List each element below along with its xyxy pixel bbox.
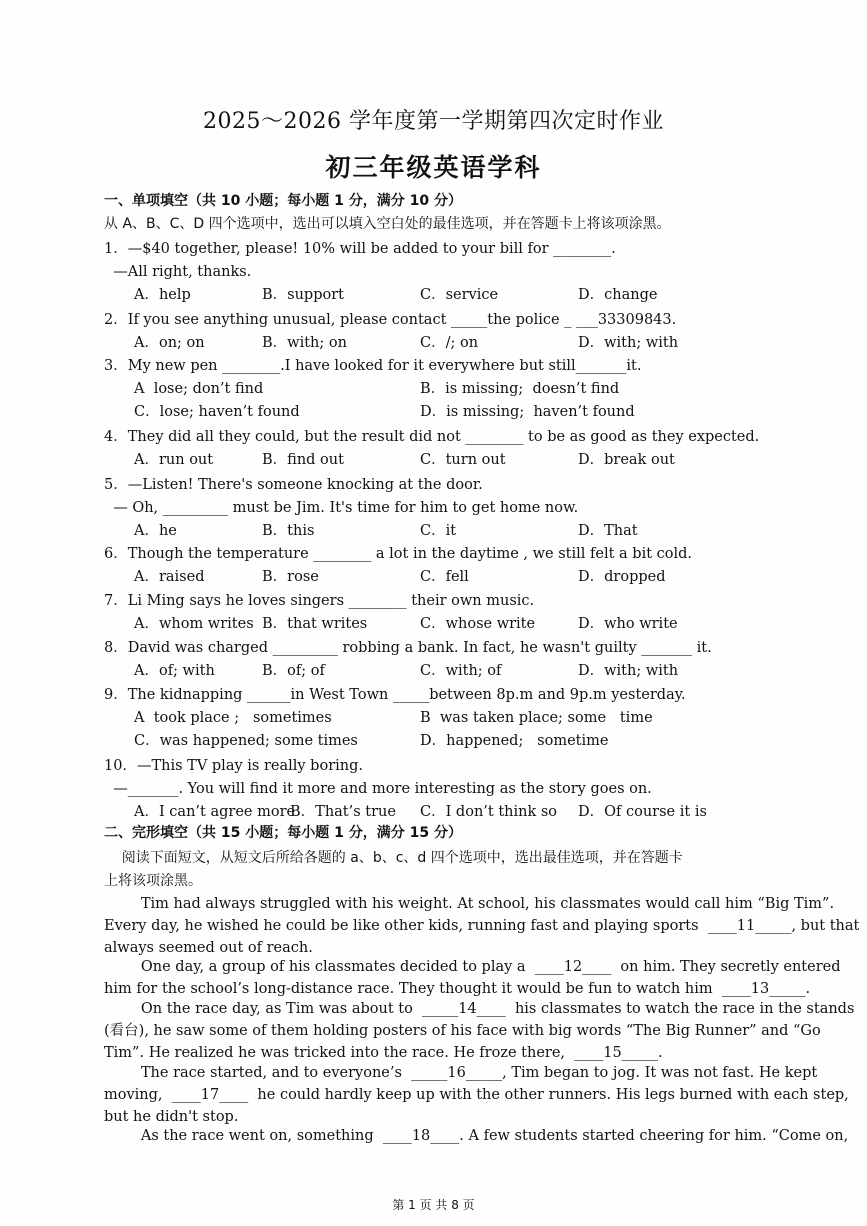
question-5-option-a: A．he [134, 523, 177, 539]
question-9-option-b: B was taken place; some time [420, 710, 653, 726]
passage-paragraph [104, 893, 860, 959]
question-4-option-c: C．turn out [420, 452, 506, 468]
question-2-option-a: A．on; on [134, 335, 205, 351]
page-title: 2025～2026 学年度第一学期第四次定时作业 [203, 109, 664, 134]
question-6-option-a: A．raised [134, 569, 205, 585]
page-footer: 第 1 页 共 8 页 [392, 1198, 475, 1212]
question-5-option-c: C．it [420, 523, 457, 539]
section1-heading: 一、单项填空（共 10 小题；每小题 1 分，满分 10 分） [104, 193, 462, 209]
question-7-option-d: D．who write [578, 616, 678, 632]
question-1-stem: 1．—$40 together, please! 10% will be added to your bill for ________. [104, 241, 616, 257]
question-10-option-a: A．I can’t agree more [134, 804, 296, 820]
passage-line: Every day, he wished he could be like other kids, running fast and playing sports ____11_____, but that [104, 918, 860, 934]
question-4-option-d: D．break out [578, 452, 675, 468]
question-8-option-a: A．of; with [134, 663, 215, 679]
question-8-option-d: D．with; with [578, 663, 679, 679]
question-3-option-c: C．lose; haven’t found [134, 404, 300, 420]
question-8-option-c: C．with; of [420, 663, 502, 679]
question-5-reply: — Oh, _________ must be Jim. It's time for him to get home now. [104, 500, 579, 516]
question-4-option-a: A．run out [134, 452, 214, 468]
passage-line: Tim”. He realized he was tricked into the race. He froze there, ____15_____. [104, 1045, 663, 1061]
question-5-option-b: B．this [262, 523, 315, 539]
passage-paragraph [104, 1125, 849, 1147]
question-2-stem: 2．If you see anything unusual, please contact _____the police _ ___33309843. [104, 312, 677, 328]
question-10-option-d: D．Of course it is [578, 804, 707, 820]
passage-line: The race started, and to everyone’s _____16_____, Tim began to jog. It was not fast. He kept [104, 1065, 818, 1081]
passage-line: One day, a group of his classmates decided to play a ____12____ on him. They secretly entered [104, 959, 841, 975]
section2-heading: 二、完形填空（共 15 小题；每小题 1 分，满分 15 分） [104, 825, 462, 841]
question-1-option-d: D．change [578, 287, 658, 303]
question-9-option-a: A took place ; sometimes [134, 710, 332, 726]
question-2-option-d: D．with; with [578, 335, 679, 351]
question-9-option-c: C．was happened; some times [134, 733, 358, 749]
question-7-option-b: B．that writes [262, 616, 368, 632]
question-3-option-a: A lose; don’t find [134, 381, 264, 397]
question-1-option-a: A．help [134, 287, 191, 303]
question-4-option-b: B．find out [262, 452, 344, 468]
question-1-option-b: B．support [262, 287, 344, 303]
question-7-option-a: A．whom writes [134, 616, 254, 632]
question-5-stem: 5．—Listen! There's someone knocking at the door. [104, 477, 483, 493]
question-10-option-c: C．I don’t think so [420, 804, 558, 820]
passage-paragraph [104, 956, 841, 1000]
question-8-stem: 8．David was charged _________ robbing a bank. In fact, he wasn't guilty _______ it. [104, 640, 712, 656]
question-3-option-b: B．is missing; doesn’t find [420, 381, 620, 397]
question-4-stem: 4．They did all they could, but the result did not ________ to be as good as they expected. [104, 429, 760, 445]
question-9-option-d: D．happened; sometime [420, 733, 609, 749]
question-6-option-d: D．dropped [578, 569, 666, 585]
question-3-option-d: D．is missing; haven’t found [420, 404, 635, 420]
question-7-option-c: C．whose write [420, 616, 536, 632]
question-1-reply: —All right, thanks. [104, 264, 252, 280]
section2-instruction-line-1: 阅读下面短文，从短文后所给各题的 a、b、c、d 四个选项中，选出最佳选项，并在答题卡 [104, 850, 683, 866]
question-10-reply: —_______. You will find it more and more interesting as the story goes on. [104, 781, 652, 797]
passage-line: On the race day, as Tim was about to _____14____ his classmates to watch the race in the stands [104, 1001, 855, 1017]
passage-line: moving, ____17____ he could hardly keep up with the other runners. His legs burned with each step, [104, 1087, 849, 1103]
section2-instruction-line-2: 上将该项涂黑。 [104, 873, 202, 889]
passage-paragraph [104, 998, 855, 1064]
passage-line: Tim had always struggled with his weight. At school, his classmates would call him “Big Tim”. [104, 896, 835, 912]
question-5-option-d: D．That [578, 523, 638, 539]
passage-line: but he didn't stop. [104, 1109, 239, 1125]
passage-line: (看台), he saw some of them holding posters of his face with big words “The Big Runner” and “Go [104, 1023, 821, 1039]
question-7-stem: 7．Li Ming says he loves singers ________ their own music. [104, 593, 535, 609]
question-3-stem: 3．My new pen ________.I have looked for it everywhere but still_______it. [104, 358, 642, 374]
page-subtitle: 初三年级英语学科 [325, 153, 542, 182]
question-9-stem: 9．The kidnapping ______in West Town _____between 8p.m and 9p.m yesterday. [104, 687, 686, 703]
passage-line: always seemed out of reach. [104, 940, 313, 956]
question-2-option-c: C．/; on [420, 335, 479, 351]
question-6-stem: 6．Though the temperature ________ a lot in the daytime , we still felt a bit cold. [104, 546, 693, 562]
passage-line: him for the school’s long-distance race. They thought it would be fun to watch him ____13_____. [104, 981, 811, 997]
passage-line: As the race went on, something ____18____. A few students started cheering for him. “Come on, [104, 1128, 849, 1144]
question-10-stem: 10．—This TV play is really boring. [104, 758, 363, 774]
question-10-option-b: B．That’s true [290, 804, 396, 820]
passage-paragraph [104, 1062, 849, 1128]
section1-instruction: 从 A、B、C、D 四个选项中，选出可以填入空白处的最佳选项，并在答题卡上将该项涂黑。 [104, 216, 671, 232]
question-8-option-b: B．of; of [262, 663, 325, 679]
question-6-option-c: C．fell [420, 569, 469, 585]
question-1-option-c: C．service [420, 287, 499, 303]
question-2-option-b: B．with; on [262, 335, 347, 351]
question-6-option-b: B．rose [262, 569, 319, 585]
